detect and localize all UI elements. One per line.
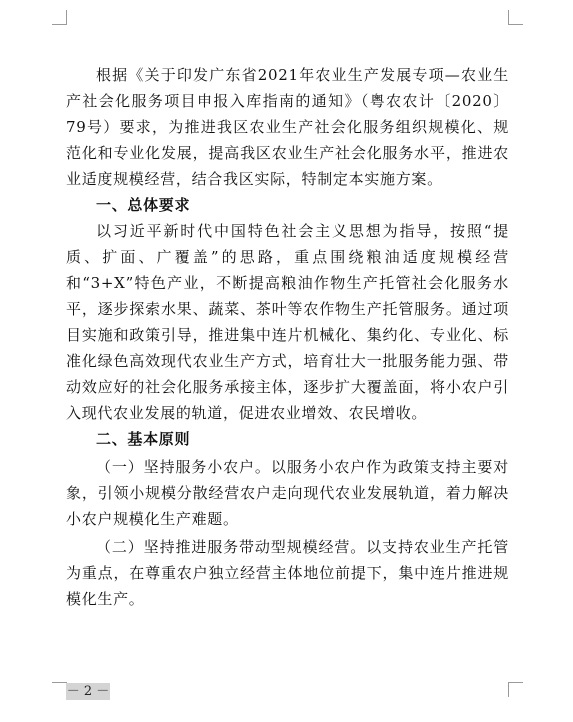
- general-requirements-paragraph: 以习近平新时代中国特色社会主义思想为指导，按照“提质、扩面、广覆盖”的思路，重点围绕粮油适度规模经营和“3+X”特色产业，不断提高粮油作物生产托管社会化服务水平，逐步探索水果、蔬菜、茶叶等农作物生产托管服务。通过项目实施和政策引导，推进集中连片机械化、集约化、专业化、标准化绿色高效现代农业生产方式，培育壮大一批服务能力强、带动效应好的社会化服务承接主体，逐步扩大覆盖面，将小农户引入现代农业发展的轨道，促进农业增效、农民增收。: [66, 222, 509, 422]
- document-body: [66, 62, 509, 612]
- crop-mark-top-left: [52, 10, 67, 25]
- principle-item-1-lead: （一）坚持服务小农户。: [96, 458, 271, 476]
- principle-item-2-lead: （二）坚持推进服务带动型规模经营。: [96, 538, 367, 556]
- page-number: － 2 －: [66, 684, 110, 699]
- principle-item-1: [66, 454, 509, 532]
- principle-item-2-text: 以支持农业生产托管为重点，在尊重农户独立经营主体地位前提下，集中连片推进规模化生产。: [66, 538, 509, 608]
- crop-mark-bottom-left: [52, 682, 67, 697]
- principle-item-2: [66, 534, 509, 612]
- principle-item-1-text: 以服务小农户作为政策支持主要对象，引领小规模分散经营农户走向现代农业发展轨道，着力解决小农户规模化生产难题。: [66, 458, 509, 528]
- section-heading-general-requirements: 一、总体要求: [96, 196, 191, 214]
- crop-mark-top-right: [508, 10, 523, 25]
- section-heading-basic-principles: 二、基本原则: [96, 430, 191, 448]
- crop-mark-bottom-right: [508, 682, 523, 697]
- intro-paragraph: 根据《关于印发广东省2021年农业生产发展专项—农业生产社会化服务项目申报入库指南的通知》（粤农农计〔2020〕79号）要求，为推进我区农业生产社会化服务组织规模化、规范化和专业化发展，提高我区农业生产社会化服务水平，推进农业适度规模经营，结合我区实际，特制定本实施方案。: [66, 66, 509, 188]
